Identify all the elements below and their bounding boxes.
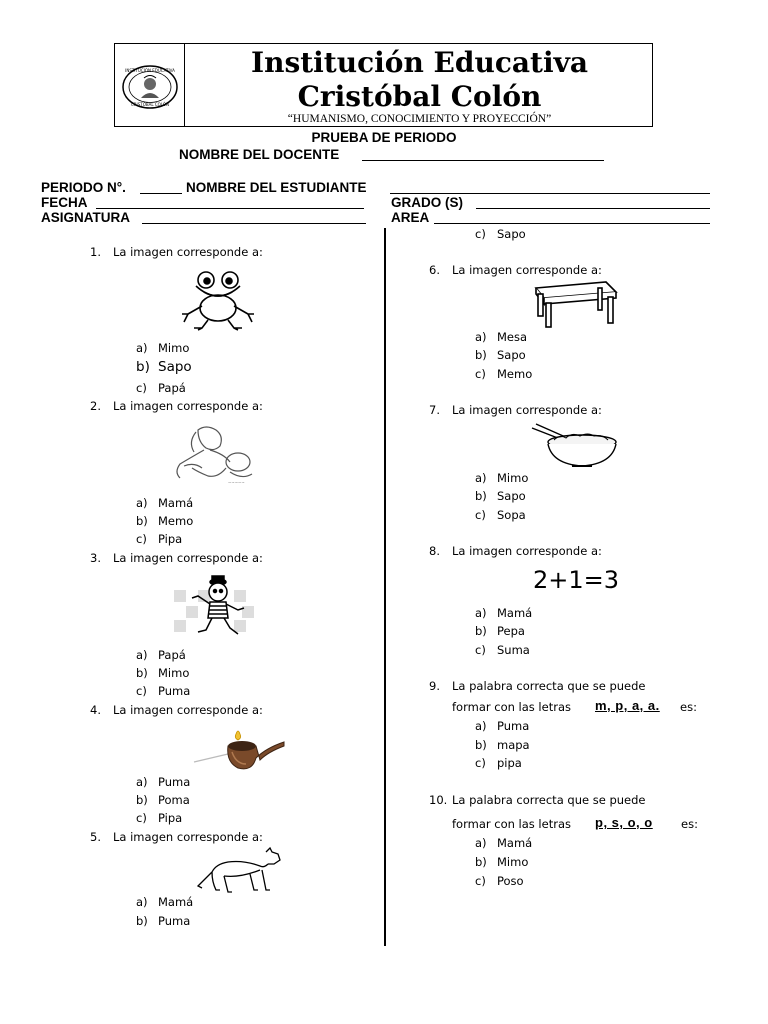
mime-image: [172, 576, 264, 638]
svg-text:~~~~~: ~~~~~: [228, 480, 245, 485]
option-letter: b): [475, 738, 487, 752]
option-letter: c): [475, 874, 486, 888]
option-row[interactable]: [475, 836, 595, 852]
option-letter: a): [136, 496, 148, 510]
question-text: La imagen corresponde a:: [452, 403, 602, 417]
option-row[interactable]: [475, 330, 595, 346]
teacher-name-label: NOMBRE DEL DOCENTE: [179, 147, 340, 162]
option-text: Sopa: [497, 508, 526, 522]
question-text-continued: formar con las letras: [452, 817, 571, 831]
grade-label: GRADO (S): [391, 195, 463, 210]
option-text: Mamá: [497, 836, 533, 850]
option-row[interactable]: [475, 508, 595, 524]
option-text: Suma: [497, 643, 530, 657]
option-letter: c): [136, 381, 147, 395]
question-number: 5.: [90, 830, 101, 844]
question-number: 9.: [429, 679, 440, 693]
option-text: Sapo: [497, 227, 526, 241]
puma-image: [194, 846, 282, 894]
question-number: 1.: [90, 245, 101, 259]
option-letter: c): [136, 532, 147, 546]
option-text: Pepa: [497, 624, 525, 638]
table-image: [532, 278, 618, 330]
option-letter: b): [136, 914, 148, 928]
area-line[interactable]: [434, 223, 710, 224]
option-row[interactable]: [475, 624, 595, 640]
option-text: Puma: [158, 914, 191, 928]
question-number: 6.: [429, 263, 440, 277]
option-text: Poso: [497, 874, 524, 888]
option-letter: b): [475, 348, 487, 362]
option-row[interactable]: [475, 606, 595, 622]
option-letter: b): [136, 359, 150, 375]
option-text: Puma: [158, 775, 191, 789]
question-number: 10.: [429, 793, 448, 807]
option-row[interactable]: [475, 756, 595, 772]
option-letter: c): [475, 756, 486, 770]
frog-image: [180, 270, 256, 330]
option-row[interactable]: [136, 793, 256, 809]
pipe-image: [192, 728, 286, 772]
option-text: Mamá: [158, 496, 194, 510]
option-text: Papá: [158, 648, 186, 662]
option-letter: c): [475, 227, 486, 241]
option-row[interactable]: [136, 648, 256, 664]
math-equation: 2+1=3: [533, 566, 620, 594]
question-text: La imagen corresponde a:: [113, 245, 263, 259]
option-text: Pipa: [158, 811, 183, 825]
question-text: La palabra correcta que se puede: [452, 793, 646, 807]
question-number: 8.: [429, 544, 440, 558]
soup-bowl-image: [530, 420, 620, 470]
option-text: Sapo: [497, 348, 526, 362]
date-label: FECHA: [41, 195, 88, 210]
column-divider: [384, 228, 386, 946]
option-letter: b): [136, 514, 148, 528]
option-row[interactable]: [475, 348, 595, 364]
option-row[interactable]: [136, 359, 256, 377]
question-text: La imagen corresponde a:: [452, 544, 602, 558]
option-text: Puma: [158, 684, 191, 698]
question-suffix: es:: [681, 817, 698, 831]
option-row[interactable]: [136, 514, 256, 530]
option-letter: b): [475, 489, 487, 503]
school-seal-icon: [122, 64, 178, 110]
option-row[interactable]: [475, 489, 595, 505]
option-text: Mamá: [497, 606, 533, 620]
option-letter: b): [475, 624, 487, 638]
option-letter: a): [136, 895, 148, 909]
question-text: La imagen corresponde a:: [113, 703, 263, 717]
svg-text:CRISTÓBAL COLÓN: CRISTÓBAL COLÓN: [130, 102, 170, 107]
option-row[interactable]: [136, 811, 256, 827]
question-text: La imagen corresponde a:: [113, 551, 263, 565]
option-row[interactable]: [475, 227, 595, 243]
option-row[interactable]: [136, 666, 256, 682]
question-text: La imagen corresponde a:: [113, 830, 263, 844]
option-row[interactable]: [475, 471, 595, 487]
option-letter: a): [475, 606, 487, 620]
option-text: Mimo: [158, 666, 190, 680]
option-text: Mimo: [158, 341, 190, 355]
option-row[interactable]: [136, 895, 256, 911]
period-line[interactable]: [140, 193, 182, 194]
option-row[interactable]: [136, 341, 256, 357]
question-number: 3.: [90, 551, 101, 565]
option-row[interactable]: [136, 496, 256, 512]
option-letter: a): [136, 648, 148, 662]
question-text: La imagen corresponde a:: [113, 399, 263, 413]
option-text: pipa: [497, 756, 522, 770]
subject-line[interactable]: [142, 223, 366, 224]
option-row[interactable]: [136, 532, 256, 548]
option-row[interactable]: [136, 684, 256, 700]
area-label: AREA: [391, 210, 430, 225]
option-text: Poma: [158, 793, 190, 807]
option-row[interactable]: [475, 719, 595, 735]
logo-cell: [115, 44, 185, 126]
option-text: Puma: [497, 719, 530, 733]
svg-text:INSTITUCIÓN EDUCATIVA: INSTITUCIÓN EDUCATIVA: [125, 68, 175, 73]
option-row[interactable]: [475, 855, 595, 871]
letter-set: p, s, o, o: [595, 815, 653, 830]
question-text: La imagen corresponde a:: [452, 263, 602, 277]
question-number: 4.: [90, 703, 101, 717]
option-letter: a): [475, 471, 487, 485]
date-line[interactable]: [96, 208, 364, 209]
option-text: Sapo: [497, 489, 526, 503]
option-letter: b): [136, 666, 148, 680]
option-letter: b): [136, 793, 148, 807]
option-text: Mimo: [497, 471, 529, 485]
student-name-label: NOMBRE DEL ESTUDIANTE: [186, 180, 367, 195]
option-letter: c): [136, 811, 147, 825]
option-letter: c): [475, 643, 486, 657]
option-row[interactable]: [475, 874, 595, 890]
option-letter: a): [136, 775, 148, 789]
header-box: [114, 43, 653, 127]
student-name-line[interactable]: [390, 193, 710, 194]
option-text: Mamá: [158, 895, 194, 909]
option-text: Sapo: [158, 359, 192, 375]
option-text: Mimo: [497, 855, 529, 869]
institution-motto: “HUMANISMO, CONOCIMIENTO Y PROYECCIÓN”: [287, 113, 552, 125]
option-letter: a): [475, 719, 487, 733]
institution-name-line1: Institución Educativa: [251, 46, 588, 79]
option-letter: a): [475, 330, 487, 344]
option-letter: b): [475, 855, 487, 869]
option-row[interactable]: [475, 738, 595, 754]
option-row[interactable]: [136, 775, 256, 791]
institution-name-line2: Cristóbal Colón: [297, 80, 542, 113]
option-letter: c): [475, 508, 486, 522]
question-number: 2.: [90, 399, 101, 413]
question-text: La palabra correcta que se puede: [452, 679, 646, 693]
option-text: Memo: [158, 514, 194, 528]
option-row[interactable]: [475, 367, 595, 383]
option-letter: c): [475, 367, 486, 381]
subject-label: ASIGNATURA: [41, 210, 130, 225]
letter-set: m, p, a, a.: [595, 698, 660, 713]
period-label: PERIODO N°.: [41, 180, 126, 195]
teacher-name-line[interactable]: [362, 160, 604, 161]
mother-baby-image: [168, 424, 260, 486]
question-suffix: es:: [680, 700, 697, 714]
option-letter: c): [136, 684, 147, 698]
option-letter: a): [475, 836, 487, 850]
option-text: Papá: [158, 381, 186, 395]
grade-line[interactable]: [476, 208, 710, 209]
option-text: mapa: [497, 738, 530, 752]
option-text: Mesa: [497, 330, 528, 344]
option-text: Pipa: [158, 532, 183, 546]
option-letter: a): [136, 341, 148, 355]
question-number: 7.: [429, 403, 440, 417]
option-row[interactable]: [136, 381, 256, 397]
exam-title: PRUEBA DE PERIODO: [311, 130, 457, 145]
option-row[interactable]: [136, 914, 256, 930]
question-text-continued: formar con las letras: [452, 700, 571, 714]
option-row[interactable]: [475, 643, 595, 659]
option-text: Memo: [497, 367, 533, 381]
